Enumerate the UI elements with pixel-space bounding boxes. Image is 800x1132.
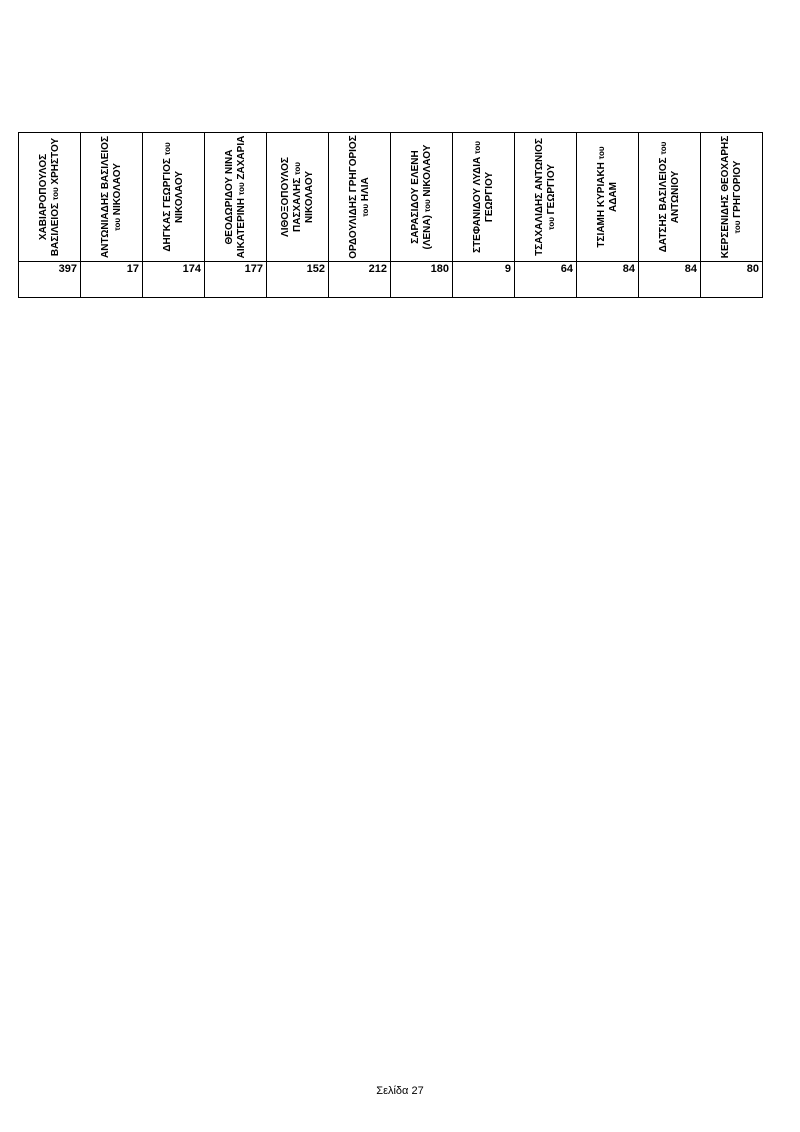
father-name: ΝΙΚΟΛΑΟΥ	[421, 144, 433, 197]
candidate-full-name: ΣΤΕΦΑΝΙΔΟΥ ΛΥΔΙΑ	[471, 156, 483, 253]
father-name: ΧΡΗΣΤΟΥ	[49, 137, 61, 185]
candidate-name-wrapper	[205, 133, 266, 261]
candidate-name-wrapper	[81, 133, 142, 261]
patronymic-article: του	[292, 162, 302, 175]
candidate-name	[658, 135, 682, 259]
candidate-name	[472, 135, 496, 259]
vote-count: 212	[329, 262, 391, 298]
candidate-name-wrapper	[639, 133, 700, 261]
father-name: ΓΕΩΡΓΙΟΥ	[545, 164, 557, 215]
candidate-header-cell	[143, 133, 205, 262]
father-name: ΓΡΗΓΟΡΙΟΥ	[731, 160, 743, 218]
candidate-name	[100, 135, 124, 259]
candidate-full-name: ΑΝΤΩΝΙΑΔΗΣ ΒΑΣΙΛΕΙΟΣ	[99, 136, 111, 258]
candidate-header-cell	[391, 133, 453, 262]
patronymic-article: του	[472, 141, 482, 154]
candidate-name	[224, 135, 248, 259]
candidate-name-wrapper	[143, 133, 204, 261]
candidate-name	[38, 135, 62, 259]
candidate-name-wrapper	[701, 133, 762, 261]
vote-count: 152	[267, 262, 329, 298]
vote-count: 180	[391, 262, 453, 298]
father-name: ΑΝΤΩΝΙΟΥ	[669, 170, 681, 224]
vote-count: 397	[19, 262, 81, 298]
patronymic-article: του	[732, 220, 742, 234]
candidate-header-cell	[453, 133, 515, 262]
candidate-name	[410, 135, 434, 259]
father-name: ΝΙΚΟΛΑΟΥ	[111, 163, 123, 216]
candidate-name	[596, 135, 620, 259]
candidate-full-name: ΣΑΡΑΣΙΔΟΥ ΕΛΕΝΗ (ΛΕΝΑ)	[409, 150, 433, 250]
candidate-full-name: ΔΑΤΣΗΣ ΒΑΣΙΛΕΙΟΣ	[657, 157, 669, 253]
patronymic-article: του	[162, 142, 172, 156]
candidate-full-name: ΛΙΘΟΞΟΠΟΥΛΟΣ ΠΑΣΧΑΛΗΣ	[279, 157, 303, 237]
candidate-full-name: ΟΡΔΟΥΛΙΔΗΣ ΓΡΗΓΟΡΙΟΣ	[347, 135, 359, 259]
votes-row	[19, 262, 763, 298]
candidate-header-cell	[329, 133, 391, 262]
father-name: ΓΕΩΡΓΙΟΥ	[483, 171, 495, 223]
candidate-name	[280, 135, 316, 259]
vote-count: 17	[81, 262, 143, 298]
candidate-header-cell	[19, 133, 81, 262]
patronymic-article: του	[658, 141, 668, 155]
patronymic-article: του	[236, 182, 246, 196]
patronymic-article: του	[422, 199, 432, 213]
candidate-name	[720, 135, 744, 259]
vote-count: 9	[453, 262, 515, 298]
candidate-names-row	[19, 133, 763, 262]
candidate-header-cell	[515, 133, 577, 262]
candidate-name-wrapper	[515, 133, 576, 261]
candidate-name	[162, 135, 186, 259]
father-name: ΝΙΚΟΛΑΟΥ	[173, 170, 185, 224]
candidate-header-cell	[577, 133, 639, 262]
candidate-header-cell	[639, 133, 701, 262]
patronymic-article: του	[360, 203, 370, 217]
candidate-header-cell	[81, 133, 143, 262]
candidate-header-cell	[267, 133, 329, 262]
patronymic-article: του	[596, 146, 606, 160]
candidate-header-cell	[701, 133, 763, 262]
vote-count: 177	[205, 262, 267, 298]
father-name: ΑΔΑΜ	[607, 182, 619, 212]
candidate-name	[348, 135, 372, 259]
candidate-name-wrapper	[267, 133, 328, 261]
candidate-full-name: ΧΑΒΙΑΡΟΠΟΥΛΟΣ ΒΑΣΙΛΕΙΟΣ	[37, 153, 61, 257]
candidate-name-wrapper	[19, 133, 80, 261]
candidate-full-name: ΘΕΟΔΩΡΙΔΟΥ ΝΙΝΑ ΑΙΚΑΤΕΡΙΝΗ	[223, 149, 247, 259]
candidate-full-name: ΚΕΡΣΕΝΙΔΗΣ ΘΕΟΧΑΡΗΣ	[719, 135, 731, 259]
candidate-name	[534, 135, 558, 259]
father-name: ΗΛΙΑ	[359, 177, 371, 202]
father-name: ΝΙΚΟΛΑΟΥ	[303, 170, 315, 224]
vote-count: 64	[515, 262, 577, 298]
candidate-full-name: ΤΣΑΧΑΛΙΔΗΣ ΑΝΤΩΝΙΟΣ	[533, 138, 545, 256]
candidate-name-wrapper	[391, 133, 452, 261]
father-name: ΖΑΧΑΡΙΑ	[235, 135, 247, 180]
candidate-name-wrapper	[577, 133, 638, 261]
patronymic-article: του	[546, 217, 556, 230]
patronymic-article: του	[50, 187, 60, 201]
candidate-name-wrapper	[453, 133, 514, 261]
patronymic-article: του	[112, 217, 122, 231]
candidate-header-cell	[205, 133, 267, 262]
vote-count: 84	[577, 262, 639, 298]
vote-count: 174	[143, 262, 205, 298]
page-number: Σελίδα 27	[376, 1085, 424, 1097]
candidate-full-name: ΤΣΙΑΜΗ ΚΥΡΙΑΚΗ	[595, 162, 607, 248]
vote-count: 80	[701, 262, 763, 298]
candidate-full-name: ΔΗΓΚΑΣ ΓΕΩΡΓΙΟΣ	[161, 158, 173, 252]
vote-count: 84	[639, 262, 701, 298]
candidate-name-wrapper	[329, 133, 390, 261]
results-table	[18, 132, 763, 298]
